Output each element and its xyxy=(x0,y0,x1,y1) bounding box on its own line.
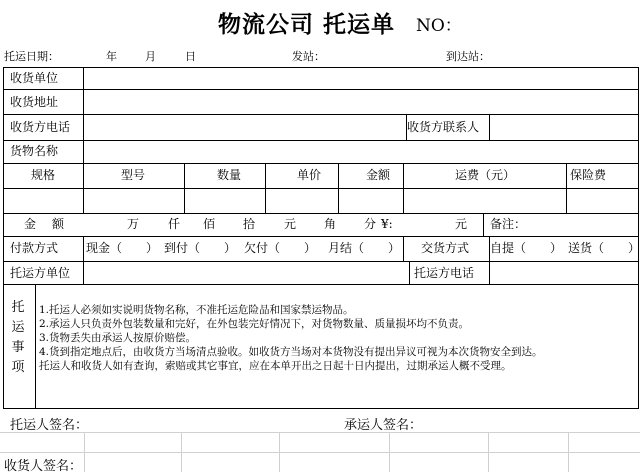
terms-line-5: 托运人和收货人如有查询，索赔或其它事宜，应在本单开出之日起十日内提出，过期承运人概不受理。 xyxy=(39,360,512,372)
unit-shi: 拾 xyxy=(243,217,256,231)
spec-header: 规格 xyxy=(31,168,56,182)
terms-line-3: 3.货物丢失由承运人按原价赔偿。 xyxy=(39,332,197,344)
insurance-header: 保险费 xyxy=(570,168,607,182)
model-header: 型号 xyxy=(121,168,146,182)
unit-qian: 仟 xyxy=(168,217,181,231)
payment-collect-option[interactable]: 到付（ ） xyxy=(164,241,237,255)
form-number-label: NO： xyxy=(416,16,462,36)
terms-line-2: 2.承运人只负责外包装数量和完好，在外包装完好情况下，对货物数量、质量损坏均不负责。 xyxy=(39,318,470,330)
shipper-signature-label: 托运人签名： xyxy=(10,418,89,433)
form-title-area xyxy=(0,6,640,40)
unit-bai: 佰 xyxy=(203,217,216,231)
goods-name-label: 货物名称 xyxy=(10,144,59,158)
carrier-signature-label: 承运人签名： xyxy=(344,418,423,433)
receiver-contact-label: 收货方联系人 xyxy=(407,120,480,134)
unit-wan: 万 xyxy=(127,217,140,231)
arrival-station-label: 到达站： xyxy=(446,50,490,63)
terms-label: 托 运 事 项 xyxy=(11,300,25,375)
year-label: 年 xyxy=(106,50,117,63)
amount-header: 金额 xyxy=(366,168,391,182)
unit-price-header: 单价 xyxy=(297,168,322,182)
quantity-header: 数量 xyxy=(217,168,242,182)
payment-method-label: 付款方式 xyxy=(10,241,59,255)
freight-header: 运费（元） xyxy=(455,168,516,182)
departure-station-label: 发站： xyxy=(292,50,325,63)
delivery-deliver-option[interactable]: 送货（ ） xyxy=(568,241,640,255)
yuan-label: 元 xyxy=(455,217,468,231)
unit-jiao: 角 xyxy=(324,217,337,231)
shipper-phone-label: 托运方电话 xyxy=(414,266,475,280)
receiver-phone-label: 收货方电话 xyxy=(10,120,71,134)
payment-owe-option[interactable]: 欠付（ ） xyxy=(244,241,317,255)
receiver-signature-label: 收货人签名： xyxy=(4,459,83,474)
payment-cash-option[interactable]: 现金（ ） xyxy=(86,241,159,255)
form-title: 物流公司 托运单 xyxy=(218,11,396,38)
delivery-pickup-option[interactable]: 自提（ ） xyxy=(490,241,563,255)
shipper-unit-label: 托运方单位 xyxy=(10,266,71,280)
terms-line-1: 1.托运人必须如实说明货物名称，不准托运危险品和国家禁运物品。 xyxy=(39,304,354,316)
unit-yuan: 元 xyxy=(284,217,297,231)
terms-line-4: 4.货到指定地点后，由收货方当场清点验收。如收货方当场对本货物没有提出异议可视为本次货物安全到达。 xyxy=(39,346,543,358)
day-label: 日 xyxy=(185,50,196,63)
month-label: 月 xyxy=(145,50,156,63)
currency-symbol: ¥: xyxy=(381,217,393,231)
total-amount-label: 金 额 xyxy=(24,217,67,231)
receiver-address-label: 收货地址 xyxy=(10,95,59,109)
unit-fen: 分 xyxy=(364,217,377,231)
receiver-unit-label: 收货单位 xyxy=(10,71,59,85)
ship-date-label: 托运日期： xyxy=(4,50,59,63)
payment-monthly-option[interactable]: 月结（ ） xyxy=(328,241,401,255)
delivery-method-label: 交货方式 xyxy=(421,241,470,255)
remark-label: 备注： xyxy=(490,217,527,231)
